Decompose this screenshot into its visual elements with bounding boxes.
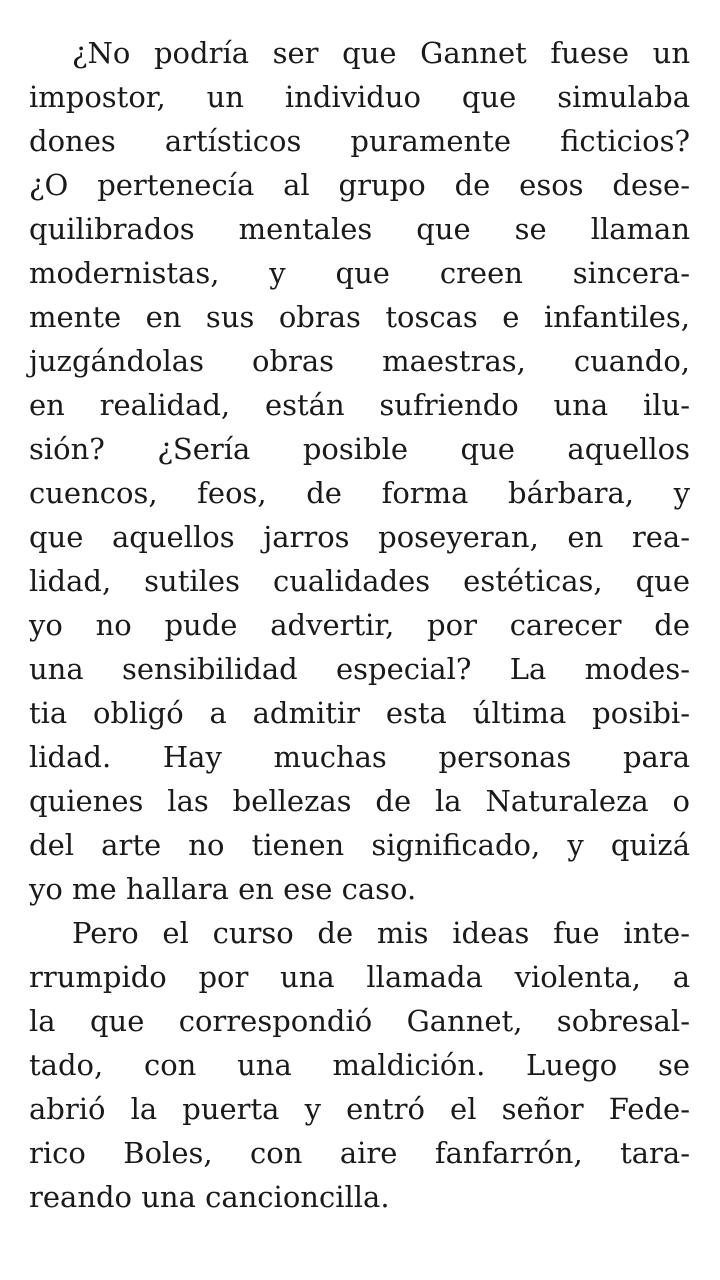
text-line: quienes las bellezas de la Naturaleza o [29,784,690,818]
text-line: juzgándolas obras maestras, cuando, [29,344,690,378]
text-line: ¿O pertenecía al grupo de esos dese- [29,168,690,202]
text-line: ¿No podría ser que Gannet fuese un [72,36,690,70]
text-line: quilibrados mentales que se llaman [29,212,690,246]
paragraph-2 [29,911,690,1219]
book-page [29,31,690,1219]
text-line: mente en sus obras toscas e infantiles, [29,300,690,334]
text-line: rrumpido por una llamada violenta, a [29,960,690,994]
text-line: rico Boles, con aire fanfarrón, tara- [29,1136,690,1170]
text-line: reando una cancioncilla. [29,1180,390,1214]
text-line: yo no pude advertir, por carecer de [29,608,690,642]
text-line: en realidad, están sufriendo una ilu- [29,388,690,422]
text-line: dones artísticos puramente ficticios? [29,124,690,158]
paragraph-1 [29,31,690,911]
text-line: tado, con una maldición. Luego se [29,1048,690,1082]
text-line: modernistas, y que creen sincera- [29,256,690,290]
text-line: abrió la puerta y entró el señor Fede- [29,1092,690,1126]
text-line: sión? ¿Sería posible que aquellos [29,432,690,466]
text-line: tia obligó a admitir esta última posibi- [29,696,690,730]
text-line: lidad, sutiles cualidades estéticas, que [29,564,690,598]
text-line: del arte no tienen significado, y quizá [29,828,690,862]
text-line: una sensibilidad especial? La modes- [29,652,690,686]
text-line: impostor, un individuo que simulaba [29,80,690,114]
text-line: yo me hallara en ese caso. [29,872,417,906]
text-line: la que correspondió Gannet, sobresal- [29,1004,690,1038]
text-line: que aquellos jarros poseyeran, en rea- [29,520,690,554]
text-line: lidad. Hay muchas personas para [29,740,690,774]
text-line: cuencos, feos, de forma bárbara, y [29,476,690,510]
text-line: Pero el curso de mis ideas fue inte- [72,916,690,950]
